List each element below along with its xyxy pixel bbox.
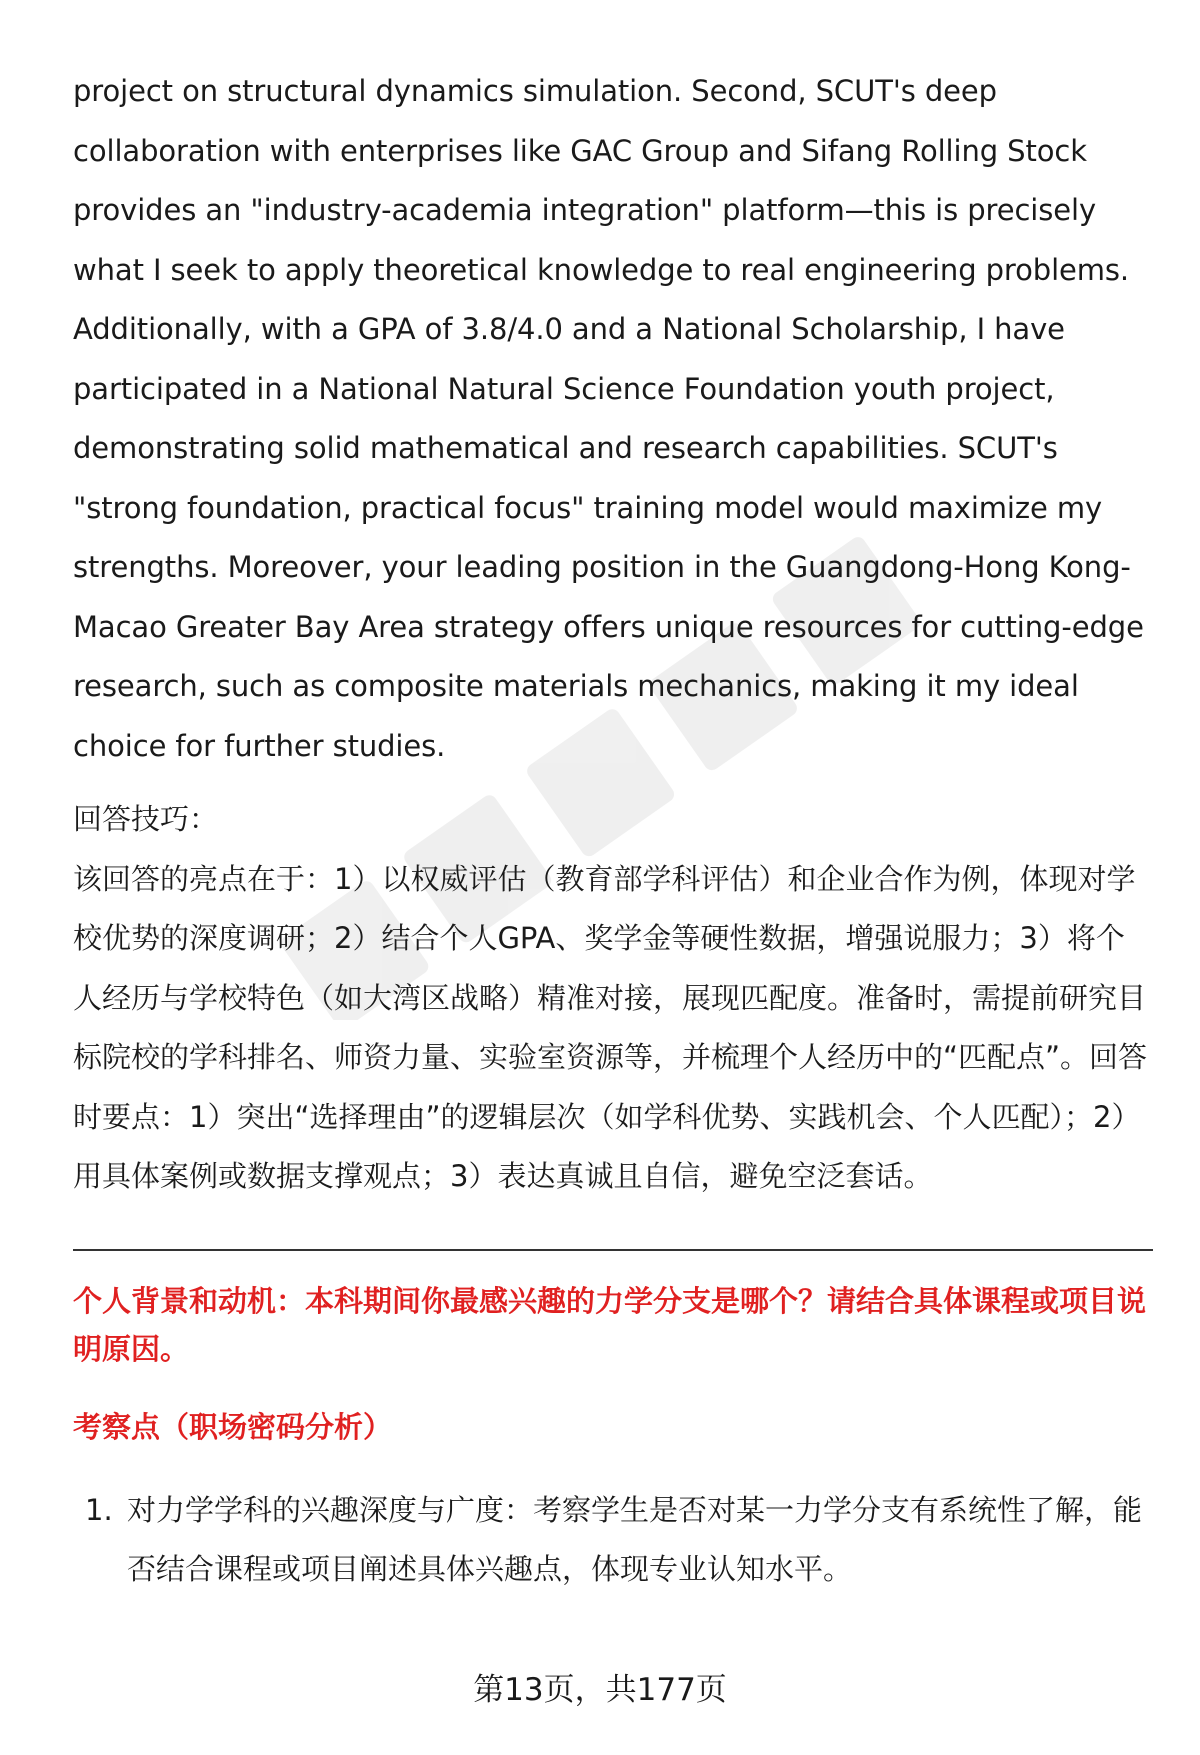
list-item [73, 1481, 1153, 1600]
assessment-heading: 考察点（职场密码分析） [73, 1409, 393, 1444]
document-page [73, 62, 1153, 1600]
list-item-text: 对力学学科的兴趣深度与广度：考察学生是否对某一力学分支有系统性了解，能否结合课程或项目阐述具体兴趣点，体现专业认知水平。 [127, 1492, 1143, 1586]
list-item-number: 1. [85, 1492, 113, 1527]
tips-label: 回答技巧： [73, 802, 219, 836]
page-footer: 第13页，共177页 [473, 1672, 727, 1708]
section-divider [73, 1249, 1153, 1251]
question-heading: 个人背景和动机：本科期间你最感兴趣的力学分支是哪个？请结合具体课程或项目说明原因。 [73, 1283, 1147, 1366]
english-answer-paragraph: project on structural dynamics simulation. Second, SCUT's deep collaboration with enterprises like GAC Group and Sifang Rolling Stock provides an "industry-academia integration" platform—this is precisely what I seek to apply theoretical knowledge to real engineering problems. Additionally, with a GPA of 3.8/4.0 and a National Scholarship, I have participated in a National Natural Science Foundation youth project, demonstrating solid mathematical and research capabilities. SCUT's "strong foundation, practical focus" training model would maximize my strengths. Moreover, your leading position in the Guangdong-Hong Kong-Macao Greater Bay Area strategy offers unique resources for cutting-edge research, such as composite materials mechanics, making it my ideal choice for further studies. [73, 74, 1144, 763]
tips-paragraph: 该回答的亮点在于：1）以权威评估（教育部学科评估）和企业合作为例，体现对学校优势的深度调研；2）结合个人GPA、奖学金等硬性数据，增强说服力；3）将个人经历与学校特色（如大湾区战略）精准对接，展现匹配度。准备时，需提前研究目标院校的学科排名、师资力量、实验室资源等，并梳理个人经历中的“匹配点”。回答时要点：1）突出“选择理由”的逻辑层次（如学科优势、实践机会、个人匹配）；2）用具体案例或数据支撑观点；3）表达真诚且自信，避免空泛套话。 [73, 861, 1148, 1193]
